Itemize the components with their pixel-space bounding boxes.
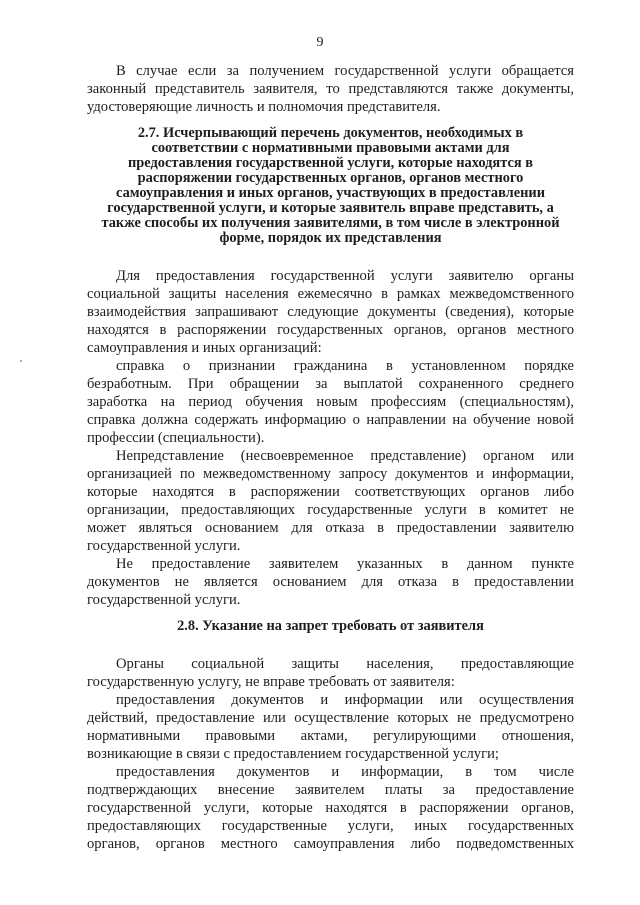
text-line: справка о признании гражданина в установленном порядке xyxy=(116,358,574,374)
section-heading-2-7: 2.7. Исчерпывающий перечень документов, необходимых в xyxy=(137,126,524,141)
section-heading-2-7: самоуправления и иных органов, участвующих в предоставлении xyxy=(116,186,545,201)
text-line: заработка на период обучения новым профессиям (специальностям), xyxy=(87,394,574,410)
text-line: органов, органов местного самоуправления либо подведомственных xyxy=(87,836,574,852)
section-heading-2-7: предоставления государственной услуги, которые находятся в xyxy=(127,156,534,171)
text-line: нормативными правовыми актами, регулирующими отношения, xyxy=(87,728,574,744)
page-number: 9 xyxy=(316,35,324,50)
text-line: находятся в распоряжении государственных органов, органов местного xyxy=(87,322,574,338)
text-line: законный представитель заявителя, то представляются также документы, xyxy=(87,81,574,97)
text-line: самоуправления и иных организаций: xyxy=(87,340,322,356)
text-line: документов не является основанием для отказа в предоставлении xyxy=(87,574,574,590)
text-line: организацией по межведомственному запросу документов и информации, xyxy=(87,466,574,482)
section-heading-2-7: государственной услуги, и которые заявитель вправе представить, а xyxy=(107,201,554,216)
text-line: социальной защиты населения ежемесячно в рамках межведомственного xyxy=(87,286,574,302)
text-line: государственную услугу, не вправе требовать от заявителя: xyxy=(87,674,455,690)
section-heading-2-7: соответствии с нормативными правовыми актами для xyxy=(151,141,510,156)
text-line: Не предоставление заявителем указанных в данном пункте xyxy=(116,556,574,572)
text-line: которые находятся в распоряжении соответствующих органов либо xyxy=(87,484,574,500)
text-line: предоставляющих государственные услуги, иных государственных xyxy=(87,818,574,834)
section-heading-2-7: форме, порядок их представления xyxy=(219,231,442,246)
text-line: удостоверяющие личность и полномочия представителя. xyxy=(87,99,441,115)
text-line: справка должна содержать информацию о направлении на обучение новой xyxy=(87,412,574,428)
text-line: государственной услуги, которые находятся в распоряжении органов, xyxy=(87,800,574,816)
text-line: Органы социальной защиты населения, предоставляющие xyxy=(116,656,574,672)
text-line: предоставления документов и информации или осуществления xyxy=(116,692,574,708)
text-line: профессии (специальности). xyxy=(87,430,265,446)
text-line: Для предоставления государственной услуги заявителю органы xyxy=(116,268,574,284)
text-line: возникающие в связи с предоставлением государственной услуги; xyxy=(87,746,499,762)
text-line: государственной услуги. xyxy=(87,538,241,554)
text-line: В случае если за получением государственной услуги обращается xyxy=(116,63,574,79)
text-line: государственной услуги. xyxy=(87,592,241,608)
text-line: взаимодействия запрашивают следующие документы (сведения), которые xyxy=(87,304,574,320)
text-line: предоставления документов и информации, в том числе xyxy=(116,764,574,780)
text-line: организации, предоставляющих государственные услуги в комитет не xyxy=(87,502,574,518)
text-line: действий, предоставление или осуществление которых не предусмотрено xyxy=(87,710,574,726)
scan-speck xyxy=(20,360,22,362)
text-line: Непредставление (несвоевременное представление) органом или xyxy=(116,448,574,464)
text-line: безработным. При обращении за выплатой сохраненного среднего xyxy=(87,376,574,392)
section-heading-2-8: 2.8. Указание на запрет требовать от заявителя xyxy=(177,619,484,634)
text-line: может являться основанием для отказа в предоставлении заявителю xyxy=(87,520,574,536)
section-heading-2-7: также способы их получения заявителями, в том числе в электронной xyxy=(101,216,560,231)
section-heading-2-7: распоряжении государственных органов, органов местного xyxy=(137,171,524,186)
text-line: подтверждающих внесение заявителем платы за предоставление xyxy=(87,782,574,798)
